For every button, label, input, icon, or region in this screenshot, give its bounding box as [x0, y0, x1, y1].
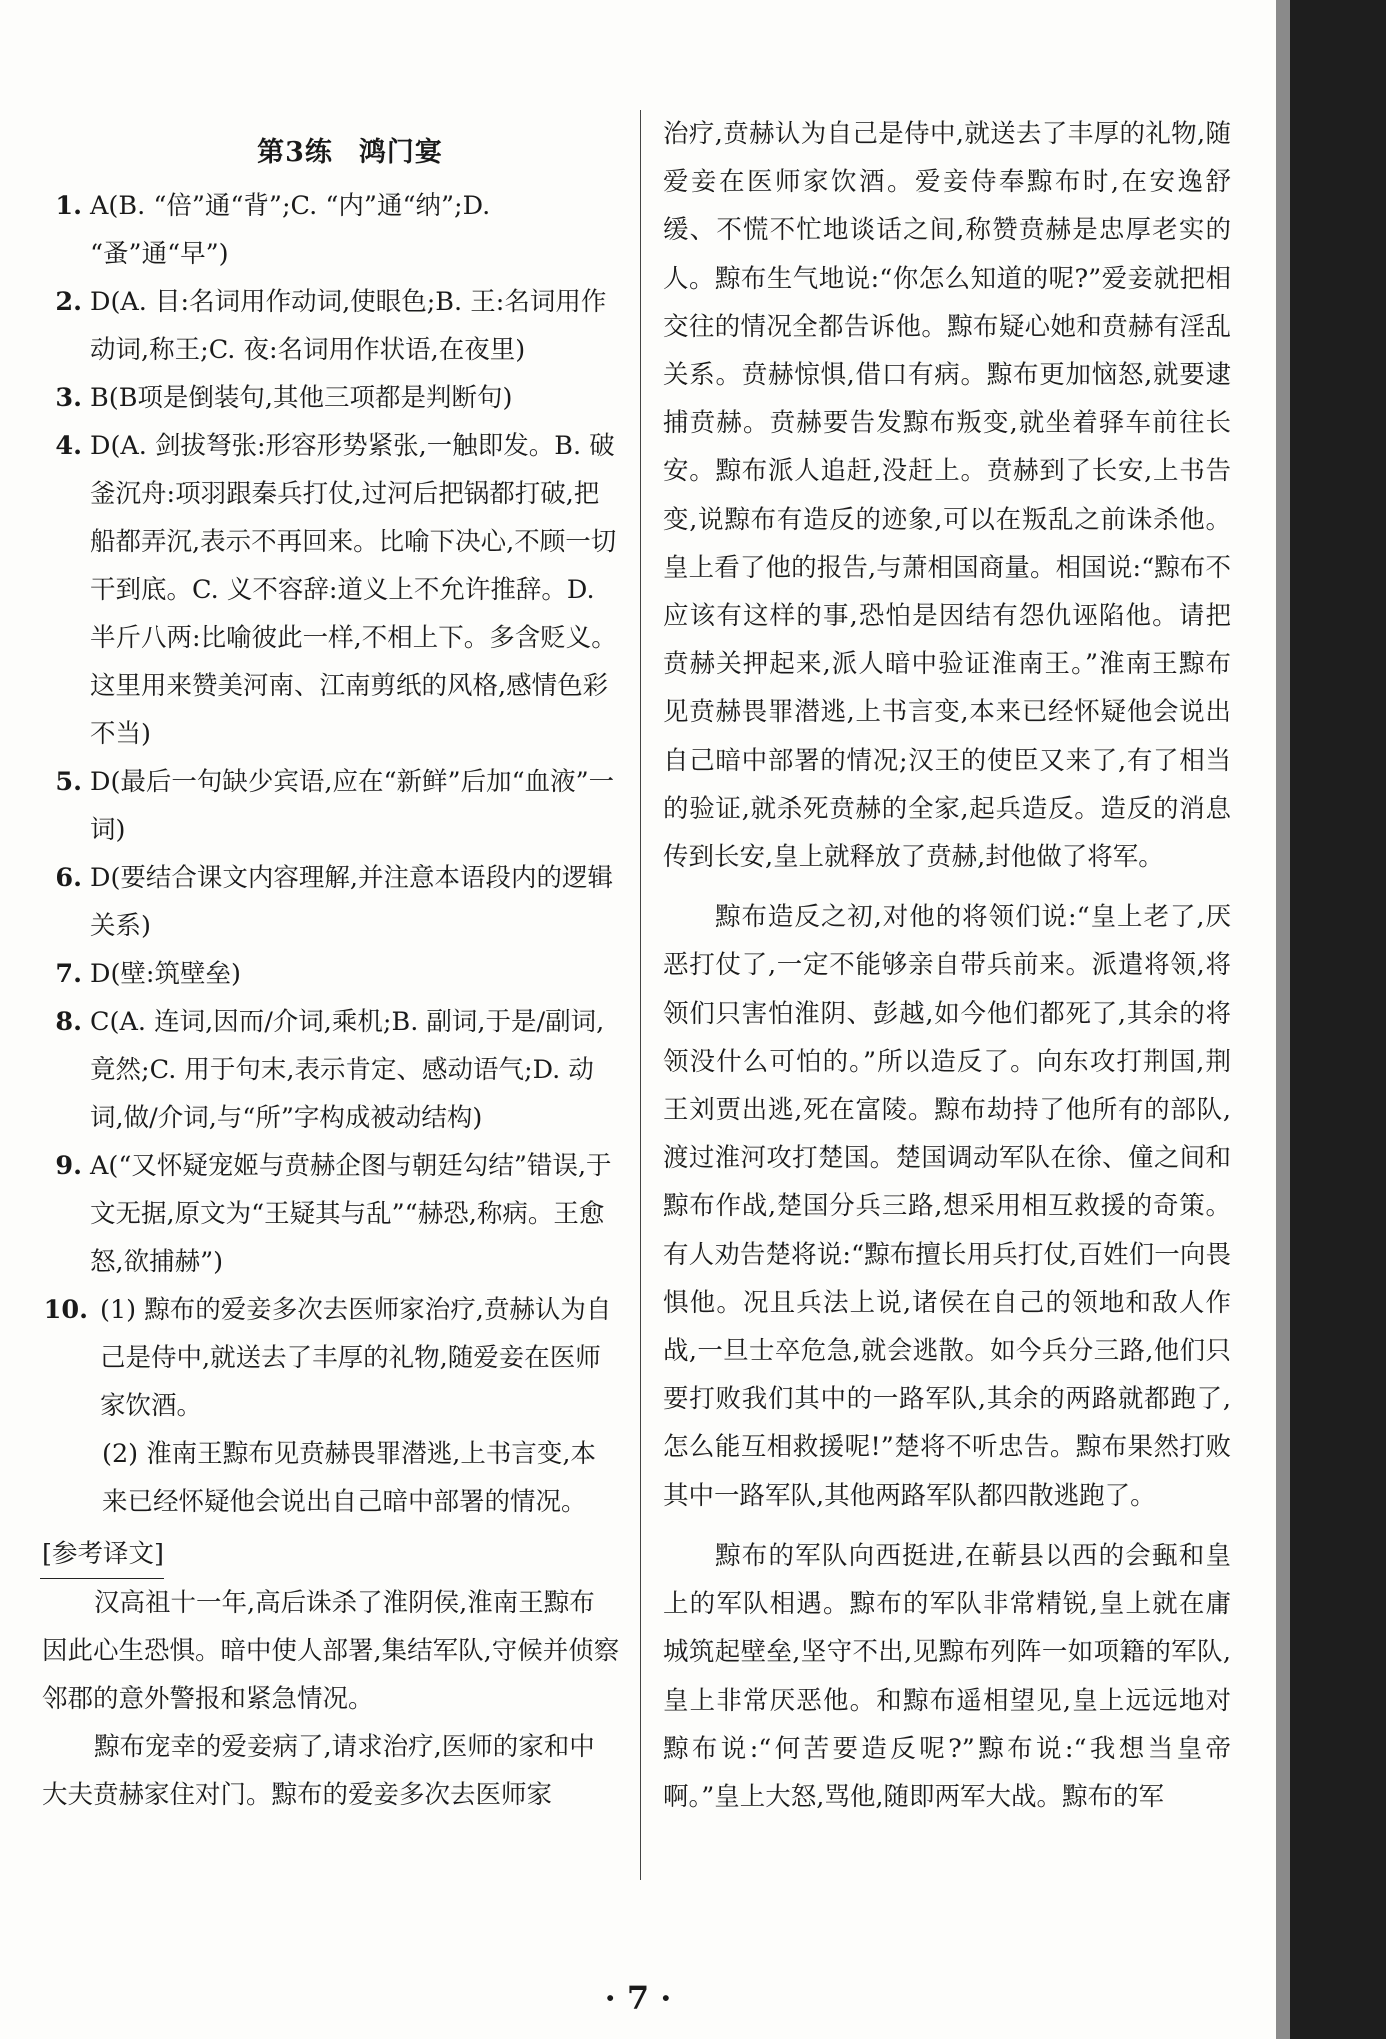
reference-paragraph: 汉高祖十一年,高后诛杀了淮阴侯,淮南王黥布因此心生恐惧。暗中使人部署,集结军队,守候并侦察邻郡的意外警报和紧急情况。 [42, 1588, 620, 1714]
scan-edge [1276, 0, 1386, 2039]
left-column [40, 130, 620, 1819]
answer-item [40, 422, 620, 758]
answer-item [40, 1142, 620, 1286]
right-column [663, 110, 1231, 1821]
answer-item [40, 758, 620, 854]
lesson-number: 第3练 [257, 137, 333, 168]
answer-text: B(B项是倒装句,其他三项都是判断句) [90, 383, 513, 413]
answer-text: A(“又怀疑宠姬与贲赫企图与朝廷勾结”错误,于文无据,原文为“王疑其与乱”“赫恐,称病。王愈怒,欲捕赫”) [90, 1151, 612, 1277]
answer-number: 7. [55, 959, 82, 989]
scan-edge-strip [1276, 0, 1290, 2039]
page-number: · 7 · [604, 1979, 672, 2017]
answer-item [40, 1286, 620, 1430]
reference-heading: [参考译文] [40, 1530, 164, 1579]
answer-text: D(A. 目:名词用作动词,使眼色;B. 王:名词用作动词,称王;C. 夜:名词用作状语,在夜里) [90, 287, 607, 365]
translation-paragraph: 黥布造反之初,对他的将领们说:“皇上老了,厌恶打仗了,一定不能够亲自带兵前来。派遣将领,将领们只害怕淮阴、彭越,如今他们都死了,其余的将领没什么可怕的。”所以造反了。向东攻打荆国,荆王刘贾出逃,死在富陵。黥布劫持了他所有的部队,渡过淮河攻打楚国。楚国调动军队在徐、僮之间和黥布作战,楚国分兵三路,想采用相互救援的奇策。有人劝告楚将说:“黥布擅长用兵打仗,百姓们一向畏惧他。况且兵法上说,诸侯在自己的领地和敌人作战,一旦士卒危急,就会逃散。如今兵分三路,他们只要打败我们其中的一路军队,其余的两路就都跑了,怎么能互相救援呢!”楚将不听忠告。黥布果然打败其中一路军队,其他两路军队都四散逃跑了。 [663, 902, 1231, 1511]
answer-item [40, 182, 620, 278]
answer-text: D(最后一句缺少宾语,应在“新鲜”后加“血液”一词) [90, 767, 615, 845]
answer-item [40, 278, 620, 374]
answer-item [40, 854, 620, 950]
answer-number: 3. [55, 383, 82, 413]
answer-number: 8. [55, 1007, 82, 1037]
answer-text: D(壁:筑壁垒) [90, 959, 241, 989]
answer-item [40, 950, 620, 998]
lesson-name: 鸿门宴 [358, 137, 443, 168]
answer-number: 6. [55, 863, 82, 893]
answer-number: 5. [55, 767, 82, 797]
answer-text: D(要结合课文内容理解,并注意本语段内的逻辑关系) [90, 863, 614, 941]
answer-text: D(A. 剑拔弩张:形容形势紧张,一触即发。B. 破釜沉舟:项羽跟秦兵打仗,过河后把锅都打破,把船都弄沉,表示不再回来。比喻下决心,不顾一切干到底。C. 义不容辞:道义上不允许推辞。D. 半斤八两:比喻彼此一样,不相上下。多含贬义。这里用来赞美河南、江南剪纸的风格,感情色彩不当) [90, 431, 617, 749]
translation-paragraph: 治疗,贲赫认为自己是侍中,就送去了丰厚的礼物,随爱妾在医师家饮酒。爱妾侍奉黥布时,在安逸舒缓、不慌不忙地谈话之间,称赞贲赫是忠厚老实的人。黥布生气地说:“你怎么知道的呢?”爱妾就把相交往的情况全都告诉他。黥布疑心她和贲赫有淫乱关系。贲赫惊惧,借口有病。黥布更加恼怒,就要逮捕贲赫。贲赫要告发黥布叛变,就坐着驿车前往长安。黥布派人追赶,没赶上。贲赫到了长安,上书告变,说黥布有造反的迹象,可以在叛乱之前诛杀他。皇上看了他的报告,与萧相国商量。相国说:“黥布不应该有这样的事,恐怕是因结有怨仇诬陷他。请把贲赫关押起来,派人暗中验证淮南王。”淮南王黥布见贲赫畏罪潜逃,上书言变,本来已经怀疑他会说出自己暗中部署的情况;汉王的使臣又来了,有了相当的验证,就杀死贲赫的全家,起兵造反。造反的消息传到长安,皇上就释放了贲赫,封他做了将军。 [663, 119, 1231, 873]
answer-number: 2. [55, 287, 82, 317]
reference-paragraph: 黥布宠幸的爱妾病了,请求治疗,医师的家和中大夫贲赫家住对门。黥布的爱妾多次去医师家 [42, 1732, 595, 1810]
answer-number: 1. [55, 191, 82, 221]
translation-paragraph: 黥布的军队向西挺进,在蕲县以西的会甀和皇上的军队相遇。黥布的军队非常精锐,皇上就在庸城筑起壁垒,坚守不出,见黥布列阵一如项籍的军队,皇上非常厌恶他。和黥布遥相望见,皇上远远地对黥布说:“何苦要造反呢?”黥布说:“我想当皇帝啊。”皇上大怒,骂他,随即两军大战。黥布的军 [663, 1540, 1231, 1812]
answer-text: C(A. 连词,因而/介词,乘机;B. 副词,于是/副词,竟然;C. 用于句末,表示肯定、感动语气;D. 动词,做/介词,与“所”字构成被动结构) [90, 1007, 605, 1133]
answer-number: 9. [55, 1151, 82, 1181]
answer-number: 4. [55, 431, 82, 461]
answer-item [40, 374, 620, 422]
answer-item [40, 998, 620, 1142]
answer-text: (1) 黥布的爱妾多次去医师家治疗,贲赫认为自己是侍中,就送去了丰厚的礼物,随爱妾在医师家饮酒。 [100, 1295, 612, 1421]
answer-number: 10. [43, 1295, 88, 1325]
page-title [80, 130, 620, 170]
column-divider [640, 110, 641, 1880]
answer-subpart: (2) 淮南王黥布见贲赫畏罪潜逃,上书言变,本来已经怀疑他会说出自己暗中部署的情况。 [102, 1439, 596, 1517]
answer-text: A(B. “倍”通“背”;C. “内”通“纳”;D. “蚤”通“早”) [90, 191, 491, 269]
